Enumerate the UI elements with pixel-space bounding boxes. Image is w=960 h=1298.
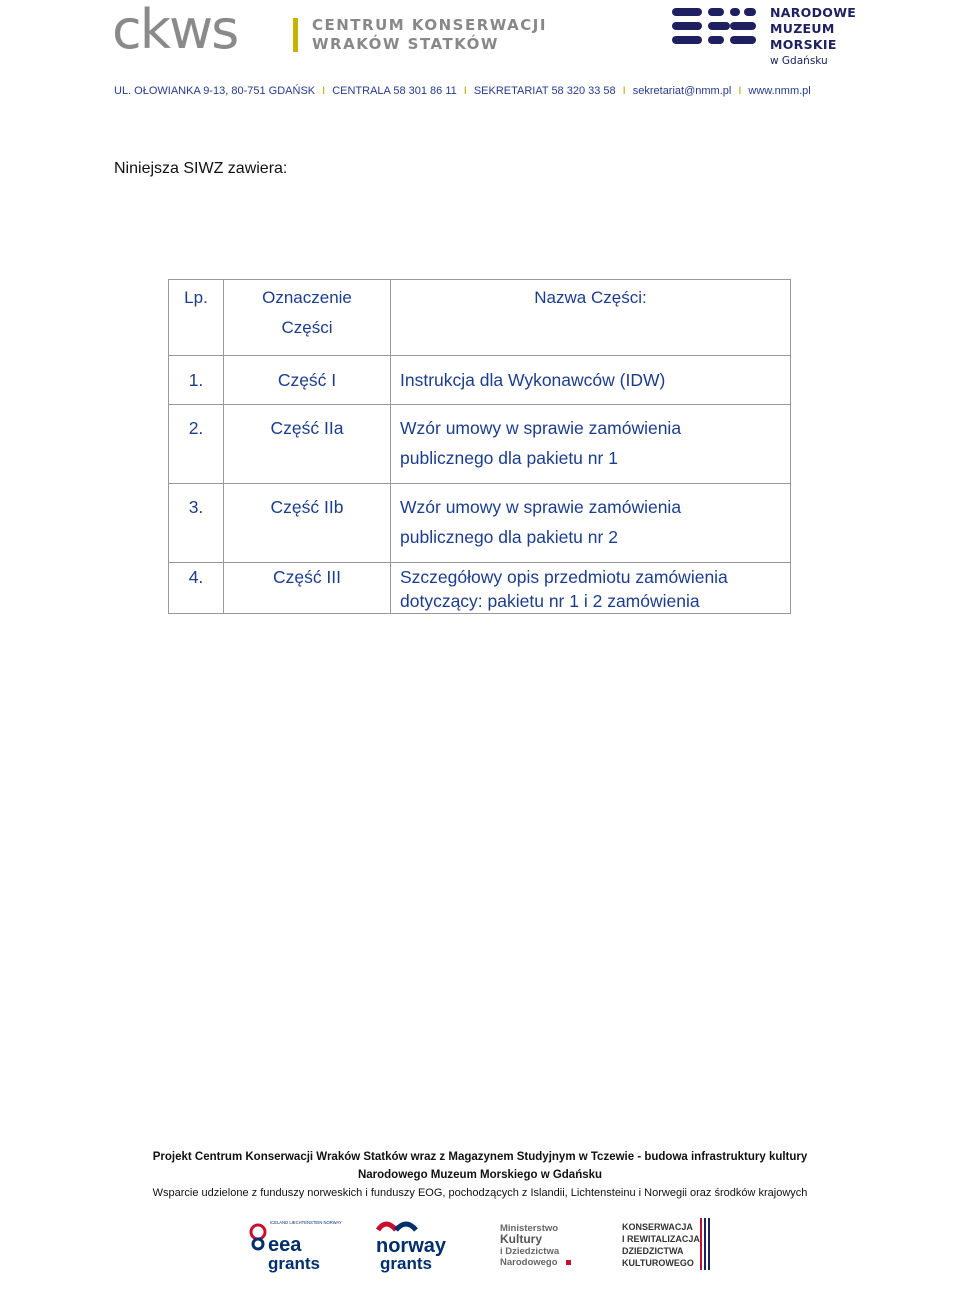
footer-museum-line: Narodowego Muzeum Morskiego w Gdańsku [357,1169,603,1181]
nmm-org-name [770,5,856,53]
row-lp: 3. [169,484,224,563]
phone-text: CENTRALA 58 301 86 11 [332,85,457,97]
eea-countries-text: ICELAND LIECHTENSTEIN NORWAY [270,1220,342,1225]
ckws-org-line2: WRAKÓW STATKÓW [312,35,499,53]
row-name-line2: publicznego dla pakietu nr 2 [400,527,618,547]
row-name [391,356,791,405]
ckws-org-name [312,16,547,54]
row-name-line2: dotyczący: pakietu nr 1 i 2 zamówienia [400,591,700,611]
table-row [169,356,791,405]
table-header-row [169,280,791,356]
konserwacja-line1: KONSERWACJA [622,1222,693,1232]
email-link[interactable]: sekretariat@nmm.pl [632,85,732,97]
ckws-logo [112,0,282,61]
row-lp: 2. [169,405,224,484]
separator: I [622,85,626,97]
row-name-line1: Szczegółowy opis przedmiotu zamówienia [400,567,728,587]
footer-funding-line: Wsparcie udzielone z funduszy norweskich i funduszy EOG, pochodzących z Islandii, Lichtensteinu i Norwegii oraz środków krajowych [152,1187,808,1199]
address-text: UL. OŁOWIANKA 9-13, 80-751 GDAŃSK [114,85,316,97]
footer-project-line: Projekt Centrum Konserwacji Wraków Statków wraz z Magazynem Studyjnym w Tczewie - budowa infrastruktury kultury [152,1151,808,1163]
row-part: Część IIa [224,405,391,484]
nmm-org-line1: NARODOWE [770,5,857,20]
secretariat-text: SEKRETARIAT 58 320 33 58 [473,85,616,97]
nmm-org-line3: MORSKIE [770,37,837,52]
row-lp: 1. [169,356,224,405]
separator: I [463,85,467,97]
eea-main-text: eea [268,1234,302,1256]
contents-table [168,279,791,614]
ministry-line2: Kultury [500,1232,542,1246]
eea-grants-logo [248,1218,342,1273]
row-part: Część III [224,563,391,614]
row-name-line1: Wzór umowy w sprawie zamówienia [400,497,682,517]
intro-text: Niniejsza SIWZ zawiera: [114,160,288,177]
norway-main-text: norway [376,1235,447,1257]
norway-grants-logo [372,1216,452,1272]
table-row [169,484,791,563]
konserwacja-line3: DZIEDZICTWA [622,1246,684,1256]
website-link[interactable]: www.nmm.pl [748,85,811,97]
konserwacja-line4: KULTUROWEGO [622,1258,694,1268]
eea-swirl-icon [251,1225,265,1239]
row-name-line2: publicznego dla pakietu nr 1 [400,448,618,468]
eea-grants-text: grants [268,1254,320,1273]
norway-grants-text: grants [380,1254,432,1273]
table-row [169,563,791,614]
row-part: Część IIb [224,484,391,563]
ministry-line3: i Dziedzictwa [500,1246,560,1257]
row-part: Część I [224,356,391,405]
separator: I [738,85,742,97]
row-lp: 4. [169,563,224,614]
nmm-logo [670,6,760,54]
nmm-org-sub: w Gdańsku [770,55,828,67]
row-name-line1: Wzór umowy w sprawie zamówienia [400,418,682,438]
header-part-line2: Części [281,318,333,337]
row-name [391,563,791,614]
row-name [391,484,791,563]
row-name [391,405,791,484]
header-part-line1: Oznaczenie [262,288,352,307]
konserwacja-bar-icon [700,1218,702,1270]
contact-line [114,85,874,97]
row-name-line1: Instrukcja dla Wykonawców (IDW) [400,370,666,390]
ministry-line4: Narodowego [500,1257,558,1268]
ministry-line1: Ministerstwo [500,1223,559,1234]
logo-divider [293,18,298,52]
konserwacja-logo [620,1216,712,1274]
header-lp: Lp. [169,280,224,356]
table-row [169,405,791,484]
ckws-org-line1: CENTRUM KONSERWACJI [312,16,547,34]
ckws-logo-text: ckws [112,0,238,61]
norway-arc-icon [378,1224,396,1230]
konserwacja-line2: I REWITALIZACJA [622,1234,700,1244]
ministry-culture-logo [498,1222,574,1268]
separator: I [322,85,326,97]
header-part [224,280,391,356]
ministry-square-icon [566,1260,571,1265]
nmm-org-line2: MUZEUM [770,21,835,36]
header-name: Nazwa Części: [391,280,791,356]
